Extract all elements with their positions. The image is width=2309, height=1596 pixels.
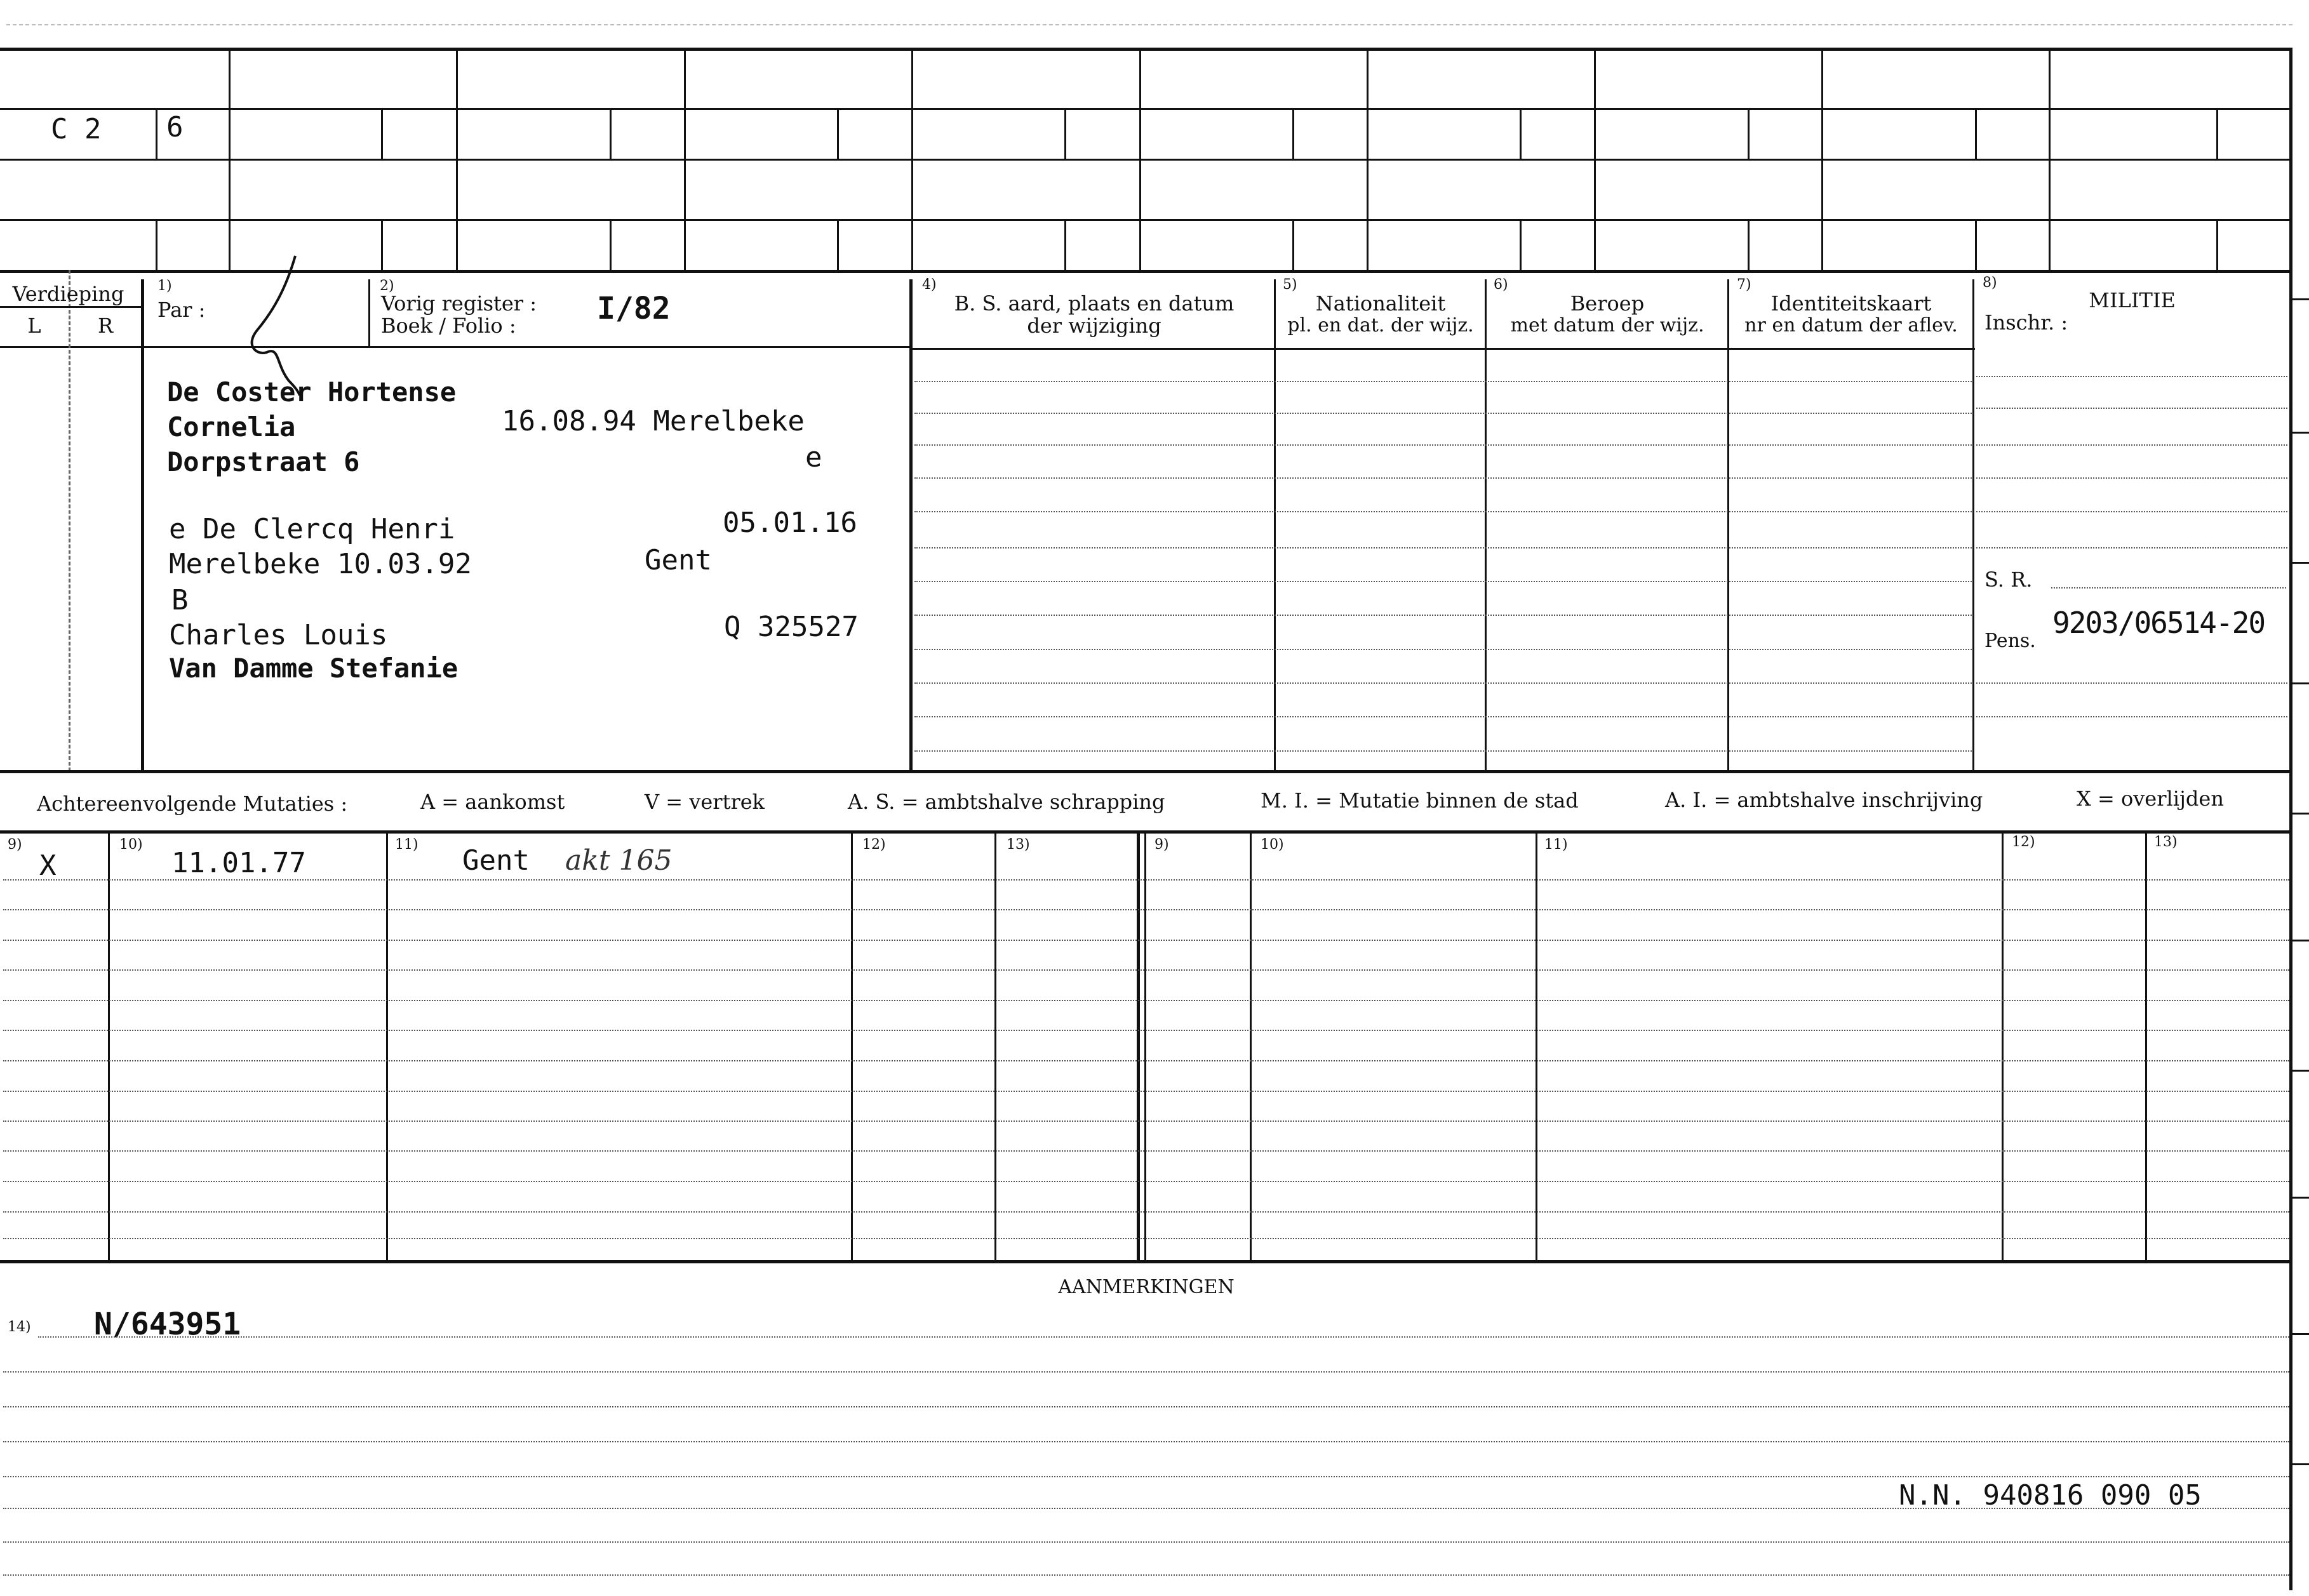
- mut-num11: 11): [395, 837, 418, 853]
- mut-line: [3, 1150, 2289, 1152]
- person-line2: Cornelia: [167, 411, 296, 442]
- book-folio-label: Boek / Folio :: [381, 314, 516, 338]
- dotted-line: [914, 649, 1972, 650]
- pens-label: Pens.: [1984, 630, 2036, 652]
- grid-col: [1821, 48, 1823, 270]
- col5-line2: pl. en dat. der wijz.: [1287, 314, 1474, 336]
- pens-value: 9203/06514-20: [2052, 606, 2265, 640]
- mut-col-double: [1144, 832, 1146, 1260]
- grid-col: [456, 48, 458, 270]
- col-divider: [69, 270, 70, 771]
- grid-subcol: [156, 108, 157, 159]
- margin-tick: [2291, 1463, 2309, 1465]
- mut-num9: 9): [8, 837, 22, 853]
- grid-col: [2049, 48, 2051, 270]
- mut-line: [3, 1091, 2289, 1092]
- col-divider: [1727, 279, 1729, 771]
- remark-line: [3, 1541, 2289, 1543]
- floor-r: R: [97, 314, 114, 338]
- par-handwritten-mark: [241, 251, 311, 397]
- grid-subcol: [1975, 108, 1977, 159]
- legend-as: A. S. = ambtshalve schrapping: [848, 790, 1165, 814]
- person-place2: Gent: [645, 544, 712, 576]
- mutation-type: X: [39, 849, 57, 882]
- grid-subcol: [1064, 108, 1066, 159]
- col6-line2: met datum der wijz.: [1510, 314, 1704, 336]
- dotted-line: [914, 581, 1972, 582]
- mut-line: [3, 969, 2289, 971]
- militie-line: [1976, 511, 2287, 512]
- dotted-line: [914, 413, 1972, 414]
- col-divider: [1972, 279, 1974, 771]
- grid-subcol: [1292, 219, 1294, 270]
- grid-line: [0, 108, 2292, 110]
- grid-subcol: [2216, 108, 2218, 159]
- floor-l: L: [27, 314, 41, 338]
- margin-tick: [2291, 1070, 2309, 1072]
- grid-col: [1594, 48, 1596, 270]
- dotted-line: [914, 444, 1972, 446]
- grid-line: [0, 270, 2292, 273]
- dotted-line: [914, 716, 1972, 717]
- mutations-top: [0, 830, 2292, 834]
- mut-line: [3, 909, 2289, 910]
- col4-line2: der wijziging: [1027, 314, 1161, 338]
- person-line5: Merelbeke 10.03.92: [169, 548, 472, 580]
- legend-v: V = vertrek: [645, 790, 765, 814]
- militie-line: [1976, 547, 2287, 549]
- dotted-line: [914, 682, 1972, 684]
- person-block-bottom: [0, 770, 2292, 773]
- col5-line1: Nationaliteit: [1315, 291, 1446, 316]
- mut-col: [2145, 832, 2147, 1260]
- col8-inschr: Inschr. :: [1984, 310, 2068, 335]
- grid-subcol: [1520, 219, 1522, 270]
- mut-col: [1536, 832, 1537, 1260]
- dotted-line: [914, 750, 1972, 752]
- militie-line: [1976, 408, 2287, 409]
- grid-col: [1139, 48, 1141, 270]
- remarks-title: AANMERKINGEN: [1058, 1276, 1235, 1298]
- mut-col: [108, 832, 110, 1260]
- top-border: [0, 48, 2292, 51]
- margin-tick: [2291, 432, 2309, 434]
- col4-num: 4): [922, 277, 937, 293]
- legend-mi: M. I. = Mutatie binnen de stad: [1261, 788, 1579, 813]
- grid-subcol: [1520, 108, 1522, 159]
- mut-line: [3, 879, 2289, 881]
- legend-a: A = aankomst: [420, 790, 565, 814]
- legend-ai: A. I. = ambtshalve inschrijving: [1665, 788, 1983, 812]
- grid-subcol: [156, 219, 157, 270]
- militie-line: [1976, 376, 2287, 377]
- mut-line: [3, 1060, 2289, 1061]
- prev-register-value: I/82: [597, 291, 671, 326]
- person-line7: Charles Louis: [169, 619, 388, 651]
- mut-line: [3, 940, 2289, 941]
- person-e1: e: [805, 441, 822, 474]
- margin-tick: [2291, 1197, 2309, 1199]
- grid-col: [684, 48, 686, 270]
- grid-subcol: [381, 219, 383, 270]
- margin-tick: [2291, 1333, 2309, 1335]
- person-line4: e De Clercq Henri: [169, 513, 455, 545]
- margin-tick: [2291, 298, 2309, 300]
- mut-col: [994, 832, 996, 1260]
- col6-line1: Beroep: [1570, 291, 1645, 316]
- dotted-line: [914, 547, 1972, 549]
- grid-subcol: [610, 108, 612, 159]
- person-line1: De Coster Hortense: [167, 376, 457, 408]
- mut-col: [386, 832, 388, 1260]
- col7-line1: Identiteitskaart: [1770, 291, 1932, 316]
- margin-tick: [2291, 682, 2309, 684]
- grid-subcol: [1064, 219, 1066, 270]
- mut-col-double: [1137, 832, 1140, 1260]
- header-bottom-line: [911, 348, 1975, 350]
- dotted-line: [914, 511, 1972, 512]
- mut-line: [3, 1181, 2289, 1182]
- militie-line: [1976, 444, 2287, 446]
- grid-line: [0, 159, 2292, 161]
- person-date2: 05.01.16: [723, 507, 857, 539]
- col7-line2: nr en datum der aflev.: [1744, 314, 1958, 336]
- grid-subcol: [1748, 219, 1750, 270]
- col4-line1: B. S. aard, plaats en datum: [954, 291, 1235, 316]
- series-number: 6: [166, 111, 184, 143]
- mut-num13b: 13): [2154, 834, 2178, 850]
- grid-line: [0, 219, 2292, 221]
- militie-line: [2051, 587, 2286, 589]
- col8-title: MILITIE: [2089, 288, 2176, 312]
- mut-line: [3, 1238, 2289, 1239]
- grid-col: [911, 48, 913, 270]
- person-line3: Dorpstraat 6: [167, 446, 360, 477]
- mut-line: [3, 1030, 2289, 1031]
- mut-num9b: 9): [1154, 837, 1169, 853]
- grid-subcol: [837, 108, 839, 159]
- sr-label: S. R.: [1984, 568, 2033, 592]
- remarks-num: 14): [8, 1319, 31, 1335]
- grid-subcol: [837, 219, 839, 270]
- header-bottom-line: [0, 346, 911, 348]
- remark-line: [3, 1441, 2289, 1442]
- col8-num: 8): [1983, 275, 1997, 291]
- legend-x: X = overlijden: [2077, 787, 2224, 811]
- grid-col: [1367, 48, 1369, 270]
- mutations-bottom: [0, 1260, 2292, 1263]
- mut-line: [3, 1121, 2289, 1122]
- margin-tick: [2291, 562, 2309, 564]
- mut-num13: 13): [1007, 837, 1030, 853]
- mut-col: [1250, 832, 1252, 1260]
- right-border: [2289, 48, 2292, 1590]
- margin-tick: [2291, 940, 2309, 941]
- floor-label: Verdieping: [12, 282, 124, 306]
- col6-num: 6): [1494, 277, 1508, 293]
- prev-num: 2): [380, 278, 394, 294]
- mutation-place: Gent: [462, 844, 530, 877]
- grid-subcol: [1975, 219, 1977, 270]
- col5-num: 5): [1283, 277, 1297, 293]
- par-label: Par :: [157, 298, 206, 322]
- person-line6: B: [171, 584, 189, 616]
- mut-line: [3, 1000, 2289, 1001]
- scan-noise: [6, 24, 2292, 25]
- grid-subcol: [2216, 219, 2218, 270]
- grid-subcol: [1292, 108, 1294, 159]
- floor-divider: [0, 306, 141, 308]
- militie-line: [1976, 477, 2287, 479]
- mut-num12b: 12): [2012, 834, 2035, 850]
- person-birth: 16.08.94 Merelbeke: [502, 405, 805, 437]
- col-divider: [368, 279, 370, 346]
- prev-register-label: Vorig register :: [381, 291, 537, 316]
- col-divider: [909, 279, 913, 771]
- col-divider: [1485, 279, 1487, 771]
- dotted-line: [914, 615, 1972, 616]
- legend-title: Achtereenvolgende Mutaties :: [37, 792, 348, 816]
- grid-subcol: [381, 108, 383, 159]
- remark-line: [3, 1371, 2289, 1373]
- remarks-nn: N.N. 940816 090 05: [1899, 1479, 2202, 1512]
- col-divider: [141, 279, 144, 771]
- dotted-line: [914, 381, 1972, 382]
- mut-num12: 12): [862, 837, 886, 853]
- grid-subcol: [1748, 108, 1750, 159]
- mut-num10b: 10): [1261, 837, 1284, 853]
- mut-col: [2002, 832, 2004, 1260]
- person-idno: Q 325527: [724, 611, 859, 643]
- margin-tick: [2291, 813, 2309, 815]
- series-code: C 2: [51, 113, 102, 145]
- remark-line: [38, 1336, 2289, 1338]
- remark-line: [3, 1574, 2289, 1576]
- militie-line: [1976, 682, 2287, 684]
- col-divider: [1274, 279, 1276, 771]
- dotted-line: [914, 477, 1972, 479]
- mut-col: [851, 832, 853, 1260]
- mutation-date: 11.01.77: [171, 847, 306, 879]
- person-line8: Van Damme Stefanie: [169, 653, 458, 684]
- par-num: 1): [157, 278, 172, 294]
- remarks-value: N/643951: [94, 1307, 241, 1342]
- mut-line: [3, 1211, 2289, 1213]
- mut-num10: 10): [119, 837, 143, 853]
- grid-subcol: [610, 219, 612, 270]
- grid-col: [229, 48, 231, 270]
- mut-num11b: 11): [1544, 837, 1568, 853]
- remark-line: [3, 1476, 2289, 1477]
- mutation-note: akt 165: [565, 844, 673, 877]
- militie-line: [1976, 716, 2287, 717]
- remark-line: [3, 1406, 2289, 1407]
- col7-num: 7): [1737, 277, 1751, 293]
